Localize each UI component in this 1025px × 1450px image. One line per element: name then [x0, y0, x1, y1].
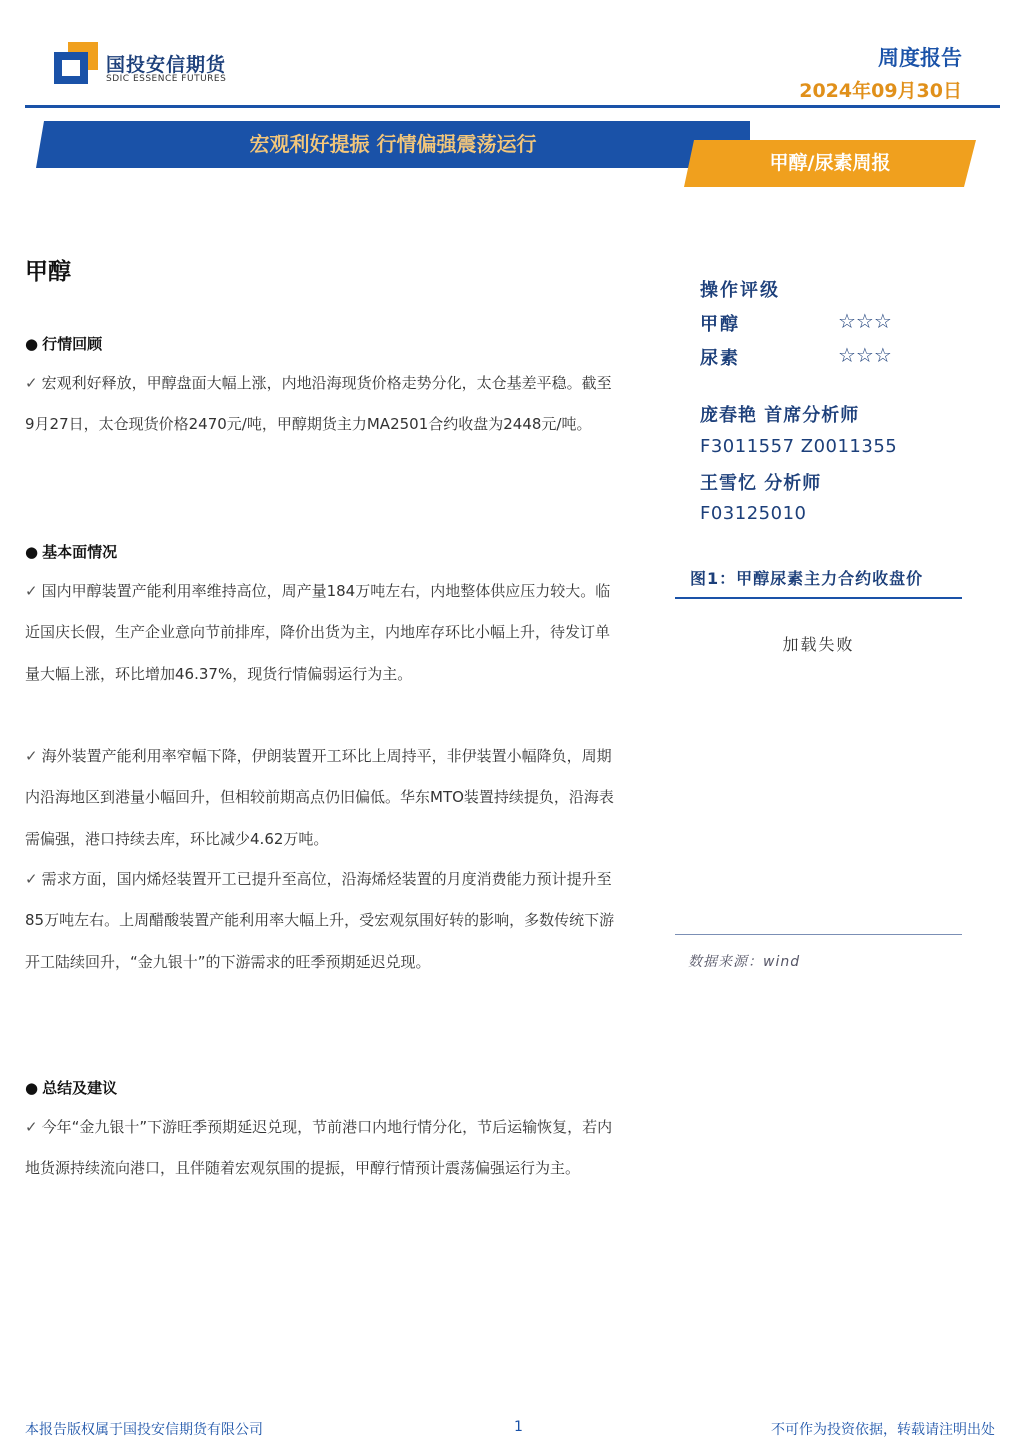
bullet-icon: ●	[25, 335, 39, 353]
company-name-cn: 国投安信期货	[106, 54, 227, 76]
page-number: 1	[514, 1419, 523, 1435]
rating-name-urea: 尿素	[700, 348, 740, 369]
analyst-2-name: 王雪忆 分析师	[700, 473, 822, 494]
analyst-1-cert: F3011557 Z0011355	[700, 436, 898, 457]
check-icon: ✓	[25, 747, 38, 765]
footer-copyright: 本报告版权属于国投安信期货有限公司	[25, 1422, 263, 1438]
section-title: 甲醇	[25, 259, 71, 285]
bullet-icon: ●	[25, 543, 39, 561]
report-subtitle: 甲醇/尿素周报	[769, 152, 891, 174]
figure-title: 图1：甲醇尿素主力合约收盘价	[690, 569, 924, 588]
check-icon: ✓	[25, 374, 38, 392]
heading-fundamentals: ● 基本面情况	[25, 543, 118, 561]
rating-name-methanol: 甲醇	[700, 314, 740, 335]
company-name-en: SDIC ESSENCE FUTURES	[106, 74, 227, 84]
report-headline: 宏观利好提振 行情偏强震荡运行	[249, 132, 537, 156]
rating-stars-urea: ☆☆☆	[838, 343, 892, 367]
footer-disclaimer: 不可作为投资依据，转载请注明出处	[771, 1422, 995, 1438]
report-date: 2024年09月30日	[799, 80, 962, 102]
report-type: 周度报告	[878, 46, 962, 70]
header-divider	[25, 105, 1000, 108]
paragraph-market-review: ✓ 宏观利好释放，甲醇盘面大幅上涨，内地沿海现货价格走势分化，太仓基差平稳。截至9月27日，太仓现货价格2470元/吨，甲醇期货主力MA2501合约收盘为2448元/吨。	[25, 374, 612, 434]
company-logo	[54, 42, 98, 84]
paragraph-fundamentals-3: ✓ 需求方面，国内烯烃装置开工已提升至高位，沿海烯烃装置的月度消费能力预计提升至85万吨左右。上周醋酸装置产能利用率大幅上升，受宏观氛围好转的影响，多数传统下游开工陆续回升，“金九银十”的下游需求的旺季预期延迟兑现。	[25, 870, 615, 971]
analyst-1-name: 庞春艳 首席分析师	[700, 405, 860, 426]
figure-top-rule	[675, 597, 962, 599]
figure-bottom-rule	[675, 934, 962, 935]
paragraph-fundamentals-2: ✓ 海外装置产能利用率窄幅下降，伊朗装置开工环比上周持平，非伊装置小幅降负，周期内沿海地区到港量小幅回升，但相较前期高点仍旧偏低。华东MTO装置持续提负，沿海表需偏强，港口持续去库，环比减少4.62万吨。	[25, 747, 614, 848]
check-icon: ✓	[25, 582, 38, 600]
check-icon: ✓	[25, 870, 38, 888]
bullet-icon: ●	[25, 1079, 39, 1097]
heading-summary: ● 总结及建议	[25, 1079, 118, 1097]
paragraph-fundamentals-1: ✓ 国内甲醇装置产能利用率维持高位，周产量184万吨左右，内地整体供应压力较大。临近国庆长假，生产企业意向节前排库，降价出货为主，内地库存环比小幅上升，待发订单量大幅上涨，环比增加46.37%，现货行情偏弱运行为主。	[25, 582, 611, 683]
check-icon: ✓	[25, 1118, 38, 1136]
rating-title: 操作评级	[700, 280, 780, 301]
figure-load-failed: 加载失败	[782, 635, 855, 654]
heading-market-review: ● 行情回顾	[25, 335, 103, 353]
paragraph-summary: ✓ 今年“金九银十”下游旺季预期延迟兑现，节前港口内地行情分化，节后运输恢复，若内地货源持续流向港口，且伴随着宏观氛围的提振，甲醇行情预计震荡偏强运行为主。	[25, 1118, 613, 1178]
analyst-2-cert: F03125010	[700, 503, 807, 524]
rating-stars-methanol: ☆☆☆	[838, 309, 892, 333]
figure-source: 数据来源：wind	[688, 954, 801, 970]
